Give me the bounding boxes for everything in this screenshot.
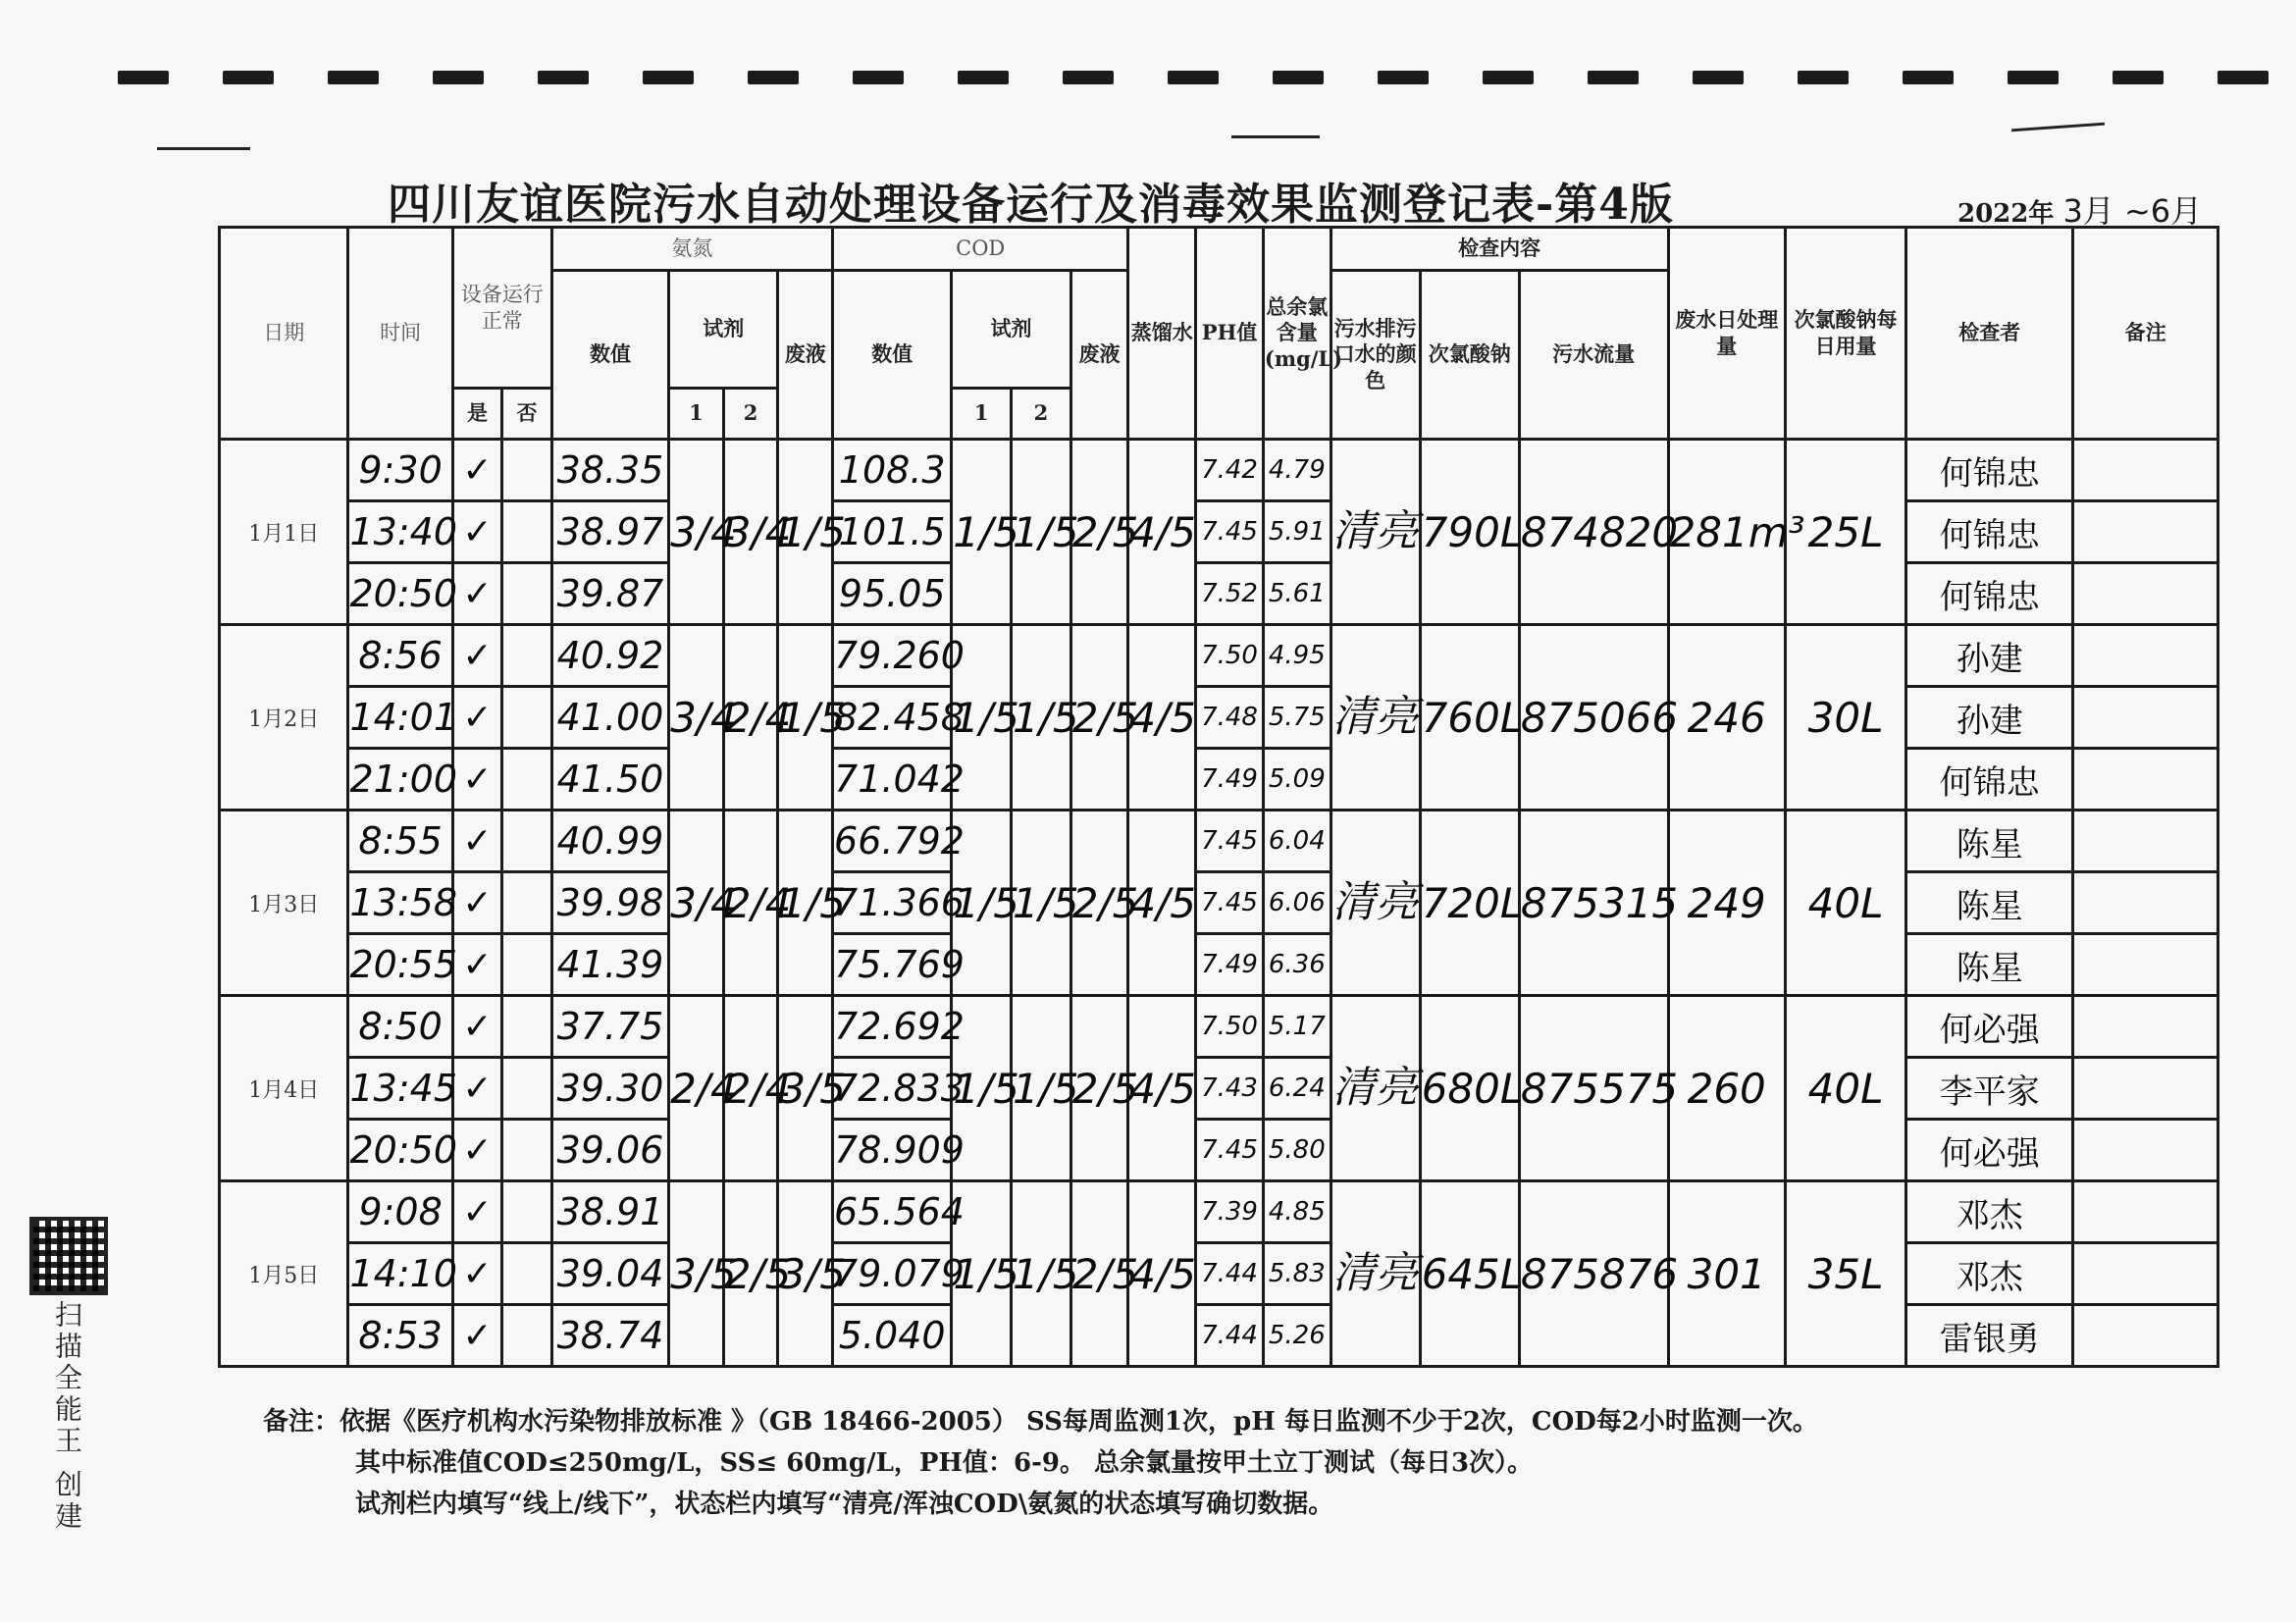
ammonia-waste-cell: 1/5 — [778, 811, 833, 996]
ph-cell: 7.49 — [1196, 934, 1264, 996]
time-cell: 9:08 — [348, 1181, 452, 1243]
ammonia-waste-cell: 1/5 — [778, 625, 833, 811]
cod-value-cell: 108.3 — [833, 440, 952, 501]
date-cell: 1月5日 — [220, 1181, 348, 1367]
outlet-color-cell: 清亮 — [1331, 996, 1420, 1181]
flow-cell: 874820 — [1519, 440, 1668, 625]
header-no: 否 — [502, 389, 552, 440]
chlorine-cell: 5.83 — [1263, 1243, 1331, 1305]
ammonia-value-cell: 39.06 — [551, 1120, 668, 1181]
remarks-cell — [2073, 501, 2218, 563]
scan-dash — [1903, 71, 1954, 84]
scan-mark — [1231, 135, 1320, 138]
ph-cell: 7.48 — [1196, 687, 1264, 749]
header-cod-r1: 1 — [952, 389, 1012, 440]
scan-dash — [853, 71, 904, 84]
equipment-yes-check: ✓ — [452, 749, 502, 811]
scan-dash — [1588, 71, 1639, 84]
ammonia-value-cell: 41.00 — [551, 687, 668, 749]
scan-dash — [958, 71, 1009, 84]
equipment-no-cell — [502, 1120, 552, 1181]
scan-dash — [1798, 71, 1849, 84]
inspector-signature: 陈星 — [1906, 872, 2073, 934]
ph-cell: 7.43 — [1196, 1058, 1264, 1120]
equipment-no-cell — [502, 811, 552, 872]
footnote-line: 试剂栏内填写“线上/线下”，状态栏内填写“清亮/浑浊COD\氨氮的状态填写确切数据。 — [355, 1490, 1334, 1519]
header-inspector: 检查者 — [1906, 228, 2073, 440]
date-cell: 1月4日 — [220, 996, 348, 1181]
daily-volume-cell: 249 — [1668, 811, 1785, 996]
scan-mark — [2011, 123, 2105, 132]
table-row — [220, 1058, 2218, 1120]
equipment-no-cell — [502, 872, 552, 934]
hypochlorite-cell: 645L — [1420, 1181, 1519, 1367]
equipment-yes-check: ✓ — [452, 687, 502, 749]
equipment-yes-check: ✓ — [452, 872, 502, 934]
chlorine-cell: 4.95 — [1263, 625, 1331, 687]
equipment-yes-check: ✓ — [452, 440, 502, 501]
equipment-yes-check: ✓ — [452, 1058, 502, 1120]
equipment-no-cell — [502, 563, 552, 625]
cod-reagent1-cell: 1/5 — [952, 996, 1012, 1181]
ammonia-value-cell: 38.91 — [551, 1181, 668, 1243]
scan-dash-border — [118, 71, 2296, 90]
remarks-cell — [2073, 687, 2218, 749]
equipment-yes-check: ✓ — [452, 811, 502, 872]
ammonia-reagent2-cell: 2/5 — [723, 1181, 778, 1367]
table-row — [220, 749, 2218, 811]
equipment-no-cell — [502, 1243, 552, 1305]
chlorine-cell: 4.79 — [1263, 440, 1331, 501]
remarks-cell — [2073, 440, 2218, 501]
footnote-line: 备注：依据《医疗机构水污染物排放标准 》（GB 18466-2005） SS每周监测1次，pH 每日监测不少于2次，COD每2小时监测一次。 — [263, 1407, 1818, 1437]
ammonia-value-cell: 38.35 — [551, 440, 668, 501]
inspector-signature: 孙建 — [1906, 625, 2073, 687]
header-cod-waste: 废液 — [1070, 271, 1128, 440]
ammonia-reagent1-cell: 2/4 — [669, 996, 724, 1181]
naclo-daily-cell: 35L — [1785, 1181, 1905, 1367]
time-cell: 8:50 — [348, 996, 452, 1058]
remarks-cell — [2073, 1305, 2218, 1367]
inspector-signature: 何锦忠 — [1906, 749, 2073, 811]
cod-value-cell: 66.792 — [833, 811, 952, 872]
date-cell: 1月1日 — [220, 440, 348, 625]
ph-cell: 7.42 — [1196, 440, 1264, 501]
cod-reagent2-cell: 1/5 — [1012, 996, 1071, 1181]
footnote-line: 其中标准值COD≤250mg/L，SS≤ 60mg/L，PH值：6-9。 总余氯量按甲土立丁测试（每日3次）。 — [355, 1448, 1534, 1478]
ammonia-value-cell: 40.92 — [551, 625, 668, 687]
ammonia-reagent1-cell: 3/4 — [669, 625, 724, 811]
outlet-color-cell: 清亮 — [1331, 811, 1420, 996]
distilled-water-cell: 4/5 — [1128, 811, 1196, 996]
ph-cell: 7.49 — [1196, 749, 1264, 811]
outlet-color-cell: 清亮 — [1331, 440, 1420, 625]
scan-dash — [2008, 71, 2059, 84]
scan-dash — [223, 71, 274, 84]
inspector-signature: 何必强 — [1906, 1120, 2073, 1181]
distilled-water-cell: 4/5 — [1128, 440, 1196, 625]
equipment-yes-check: ✓ — [452, 563, 502, 625]
header-chlorine: 总余氯含量(mg/L) — [1263, 228, 1331, 440]
ammonia-reagent1-cell: 3/4 — [669, 440, 724, 625]
cod-reagent1-cell: 1/5 — [952, 811, 1012, 996]
scan-dash — [1168, 71, 1219, 84]
scan-dash — [1063, 71, 1114, 84]
equipment-no-cell — [502, 1058, 552, 1120]
time-cell: 14:10 — [348, 1243, 452, 1305]
time-cell: 9:30 — [348, 440, 452, 501]
equipment-no-cell — [502, 687, 552, 749]
remarks-cell — [2073, 934, 2218, 996]
ammonia-reagent2-cell: 2/4 — [723, 996, 778, 1181]
header-date: 日期 — [220, 228, 348, 440]
scan-dash — [2113, 71, 2164, 84]
header-distilled: 蒸馏水 — [1128, 228, 1196, 440]
header-nh3-value: 数值 — [551, 271, 668, 440]
scan-dash — [328, 71, 379, 84]
monitoring-table — [218, 226, 2219, 1368]
table-row — [220, 872, 2218, 934]
table-row — [220, 934, 2218, 996]
equipment-no-cell — [502, 1181, 552, 1243]
header-daily-volume: 废水日处理量 — [1668, 228, 1785, 440]
cod-waste-cell: 2/5 — [1070, 996, 1128, 1181]
scan-dash — [1378, 71, 1429, 84]
ammonia-value-cell: 40.99 — [551, 811, 668, 872]
header-nh3-r2: 2 — [723, 389, 778, 440]
chlorine-cell: 5.61 — [1263, 563, 1331, 625]
cod-reagent2-cell: 1/5 — [1012, 1181, 1071, 1367]
chlorine-cell: 5.17 — [1263, 996, 1331, 1058]
remarks-cell — [2073, 1181, 2218, 1243]
cod-waste-cell: 2/5 — [1070, 811, 1128, 996]
ammonia-value-cell: 37.75 — [551, 996, 668, 1058]
equipment-no-cell — [502, 625, 552, 687]
header-hypochlorite: 次氯酸钠 — [1420, 271, 1519, 440]
outlet-color-cell: 清亮 — [1331, 1181, 1420, 1367]
hypochlorite-cell: 680L — [1420, 996, 1519, 1181]
chlorine-cell: 5.26 — [1263, 1305, 1331, 1367]
chlorine-cell: 6.04 — [1263, 811, 1331, 872]
table-row — [220, 687, 2218, 749]
cod-value-cell: 79.079 — [833, 1243, 952, 1305]
remarks-cell — [2073, 811, 2218, 872]
time-cell: 20:55 — [348, 934, 452, 996]
table-row — [220, 1120, 2218, 1181]
scan-mark — [157, 147, 250, 150]
cod-reagent1-cell: 1/5 — [952, 625, 1012, 811]
ph-cell: 7.39 — [1196, 1181, 1264, 1243]
cod-value-cell: 75.769 — [833, 934, 952, 996]
header-flow: 污水流量 — [1519, 271, 1668, 440]
scan-dash — [643, 71, 694, 84]
cod-value-cell: 82.458 — [833, 687, 952, 749]
cod-value-cell: 78.909 — [833, 1120, 952, 1181]
ammonia-value-cell: 38.74 — [551, 1305, 668, 1367]
header-yes: 是 — [452, 389, 502, 440]
remarks-cell — [2073, 1120, 2218, 1181]
ph-cell: 7.45 — [1196, 872, 1264, 934]
scan-dash — [118, 71, 169, 84]
scan-dash — [748, 71, 799, 84]
equipment-yes-check: ✓ — [452, 625, 502, 687]
year-handwritten: 3月 ~6月 — [2062, 192, 2203, 230]
scan-dash — [1273, 71, 1324, 84]
time-cell: 13:58 — [348, 872, 452, 934]
cod-value-cell: 71.366 — [833, 872, 952, 934]
time-cell: 8:55 — [348, 811, 452, 872]
ph-cell: 7.45 — [1196, 1120, 1264, 1181]
time-cell: 8:56 — [348, 625, 452, 687]
table-row — [220, 1305, 2218, 1367]
scan-dash — [538, 71, 589, 84]
page-title: 四川友谊医院污水自动处理设备运行及消毒效果监测登记表-第4版 — [388, 180, 1674, 230]
daily-volume-cell: 281m³ — [1668, 440, 1785, 625]
time-cell: 8:53 — [348, 1305, 452, 1367]
cod-reagent2-cell: 1/5 — [1012, 811, 1071, 996]
chlorine-cell: 5.80 — [1263, 1120, 1331, 1181]
header-inspection: 检查内容 — [1331, 228, 1668, 271]
distilled-water-cell: 4/5 — [1128, 996, 1196, 1181]
cod-reagent2-cell: 1/5 — [1012, 440, 1071, 625]
remarks-cell — [2073, 996, 2218, 1058]
time-cell: 20:50 — [348, 563, 452, 625]
ph-cell: 7.52 — [1196, 563, 1264, 625]
ph-cell: 7.45 — [1196, 811, 1264, 872]
ph-cell: 7.50 — [1196, 625, 1264, 687]
remarks-cell — [2073, 563, 2218, 625]
naclo-daily-cell: 30L — [1785, 625, 1905, 811]
hypochlorite-cell: 760L — [1420, 625, 1519, 811]
inspector-signature: 何必强 — [1906, 996, 2073, 1058]
scan-dash — [433, 71, 484, 84]
table-row — [220, 501, 2218, 563]
ph-cell: 7.44 — [1196, 1243, 1264, 1305]
hypochlorite-cell: 790L — [1420, 440, 1519, 625]
ammonia-reagent2-cell: 2/4 — [723, 625, 778, 811]
ammonia-value-cell: 41.39 — [551, 934, 668, 996]
ammonia-value-cell: 39.98 — [551, 872, 668, 934]
header-cod-r2: 2 — [1012, 389, 1071, 440]
table-row — [220, 811, 2218, 872]
flow-cell: 875315 — [1519, 811, 1668, 996]
cod-value-cell: 5.040 — [833, 1305, 952, 1367]
ammonia-reagent2-cell: 2/4 — [723, 811, 778, 996]
header-cod-reagent: 试剂 — [952, 271, 1070, 389]
table-row — [220, 440, 2218, 501]
equipment-yes-check: ✓ — [452, 1305, 502, 1367]
date-cell: 1月2日 — [220, 625, 348, 811]
chlorine-cell: 5.75 — [1263, 687, 1331, 749]
header-nh3-r1: 1 — [669, 389, 724, 440]
year-printed: 2022年 — [1957, 199, 2055, 229]
cod-value-cell: 72.833 — [833, 1058, 952, 1120]
inspector-signature: 陈星 — [1906, 934, 2073, 996]
table-body — [220, 440, 2218, 1367]
cod-waste-cell: 2/5 — [1070, 1181, 1128, 1367]
time-cell: 20:50 — [348, 1120, 452, 1181]
equipment-yes-check: ✓ — [452, 1243, 502, 1305]
equipment-yes-check: ✓ — [452, 996, 502, 1058]
flow-cell: 875876 — [1519, 1181, 1668, 1367]
inspector-signature: 雷银勇 — [1906, 1305, 2073, 1367]
chlorine-cell: 6.36 — [1263, 934, 1331, 996]
ammonia-value-cell: 41.50 — [551, 749, 668, 811]
equipment-no-cell — [502, 934, 552, 996]
ammonia-value-cell: 38.97 — [551, 501, 668, 563]
equipment-yes-check: ✓ — [452, 1181, 502, 1243]
header-nh3-waste: 废液 — [778, 271, 833, 440]
equipment-no-cell — [502, 1305, 552, 1367]
header-naclo-daily: 次氯酸钠每日用量 — [1785, 228, 1905, 440]
equipment-yes-check: ✓ — [452, 934, 502, 996]
cod-reagent2-cell: 1/5 — [1012, 625, 1071, 811]
cod-value-cell: 95.05 — [833, 563, 952, 625]
ammonia-waste-cell: 3/5 — [778, 996, 833, 1181]
inspector-signature: 邓杰 — [1906, 1181, 2073, 1243]
header-remarks: 备注 — [2073, 228, 2218, 440]
header-time: 时间 — [348, 228, 452, 440]
inspector-signature: 何锦忠 — [1906, 440, 2073, 501]
cod-value-cell: 72.692 — [833, 996, 952, 1058]
hypochlorite-cell: 720L — [1420, 811, 1519, 996]
header-outlet-color: 污水排污口水的颜色 — [1331, 271, 1420, 440]
scan-dash — [2218, 71, 2269, 84]
table-row — [220, 1243, 2218, 1305]
ammonia-reagent2-cell: 3/4 — [723, 440, 778, 625]
table-row — [220, 1181, 2218, 1243]
header-cod: COD — [833, 228, 1128, 271]
equipment-yes-check: ✓ — [452, 1120, 502, 1181]
ph-cell: 7.45 — [1196, 501, 1264, 563]
flow-cell: 875575 — [1519, 996, 1668, 1181]
ammonia-value-cell: 39.04 — [551, 1243, 668, 1305]
daily-volume-cell: 260 — [1668, 996, 1785, 1181]
inspector-signature: 何锦忠 — [1906, 501, 2073, 563]
scan-dash — [1693, 71, 1744, 84]
equipment-no-cell — [502, 996, 552, 1058]
distilled-water-cell: 4/5 — [1128, 1181, 1196, 1367]
scanner-watermark: 扫描全能王 创建 — [51, 1300, 83, 1533]
qr-code-icon — [29, 1217, 108, 1295]
header-equipment: 设备运行正常 — [452, 228, 551, 389]
cod-value-cell: 101.5 — [833, 501, 952, 563]
inspector-signature: 李平家 — [1906, 1058, 2073, 1120]
naclo-daily-cell: 25L — [1785, 440, 1905, 625]
remarks-cell — [2073, 1058, 2218, 1120]
cod-waste-cell: 2/5 — [1070, 625, 1128, 811]
daily-volume-cell: 246 — [1668, 625, 1785, 811]
date-cell: 1月3日 — [220, 811, 348, 996]
cod-reagent1-cell: 1/5 — [952, 440, 1012, 625]
footnotes — [263, 1401, 2176, 1525]
flow-cell: 875066 — [1519, 625, 1668, 811]
equipment-no-cell — [502, 501, 552, 563]
table-row — [220, 996, 2218, 1058]
inspector-signature: 陈星 — [1906, 811, 2073, 872]
equipment-no-cell — [502, 749, 552, 811]
daily-volume-cell: 301 — [1668, 1181, 1785, 1367]
table-row — [220, 625, 2218, 687]
ammonia-value-cell: 39.87 — [551, 563, 668, 625]
naclo-daily-cell: 40L — [1785, 996, 1905, 1181]
ammonia-waste-cell: 3/5 — [778, 1181, 833, 1367]
chlorine-cell: 4.85 — [1263, 1181, 1331, 1243]
equipment-no-cell — [502, 440, 552, 501]
ammonia-waste-cell: 1/5 — [778, 440, 833, 625]
remarks-cell — [2073, 872, 2218, 934]
chlorine-cell: 5.09 — [1263, 749, 1331, 811]
naclo-daily-cell: 40L — [1785, 811, 1905, 996]
header-nh3-reagent: 试剂 — [669, 271, 778, 389]
inspector-signature: 孙建 — [1906, 687, 2073, 749]
chlorine-cell: 6.06 — [1263, 872, 1331, 934]
header-cod-value: 数值 — [833, 271, 952, 440]
time-cell: 13:45 — [348, 1058, 452, 1120]
equipment-yes-check: ✓ — [452, 501, 502, 563]
chlorine-cell: 5.91 — [1263, 501, 1331, 563]
ammonia-value-cell: 39.30 — [551, 1058, 668, 1120]
inspector-signature: 邓杰 — [1906, 1243, 2073, 1305]
ammonia-reagent1-cell: 3/4 — [669, 811, 724, 996]
cod-value-cell: 65.564 — [833, 1181, 952, 1243]
cod-reagent1-cell: 1/5 — [952, 1181, 1012, 1367]
ph-cell: 7.44 — [1196, 1305, 1264, 1367]
table-row — [220, 563, 2218, 625]
outlet-color-cell: 清亮 — [1331, 625, 1420, 811]
time-cell: 13:40 — [348, 501, 452, 563]
chlorine-cell: 6.24 — [1263, 1058, 1331, 1120]
inspector-signature: 何锦忠 — [1906, 563, 2073, 625]
header-ph: PH值 — [1196, 228, 1264, 440]
cod-value-cell: 71.042 — [833, 749, 952, 811]
remarks-cell — [2073, 1243, 2218, 1305]
ph-cell: 7.50 — [1196, 996, 1264, 1058]
distilled-water-cell: 4/5 — [1128, 625, 1196, 811]
header-ammonia: 氨氮 — [551, 228, 832, 271]
scan-dash — [1483, 71, 1534, 84]
remarks-cell — [2073, 749, 2218, 811]
remarks-cell — [2073, 625, 2218, 687]
cod-waste-cell: 2/5 — [1070, 440, 1128, 625]
ammonia-reagent1-cell: 3/5 — [669, 1181, 724, 1367]
time-cell: 21:00 — [348, 749, 452, 811]
cod-value-cell: 79.260 — [833, 625, 952, 687]
time-cell: 14:01 — [348, 687, 452, 749]
